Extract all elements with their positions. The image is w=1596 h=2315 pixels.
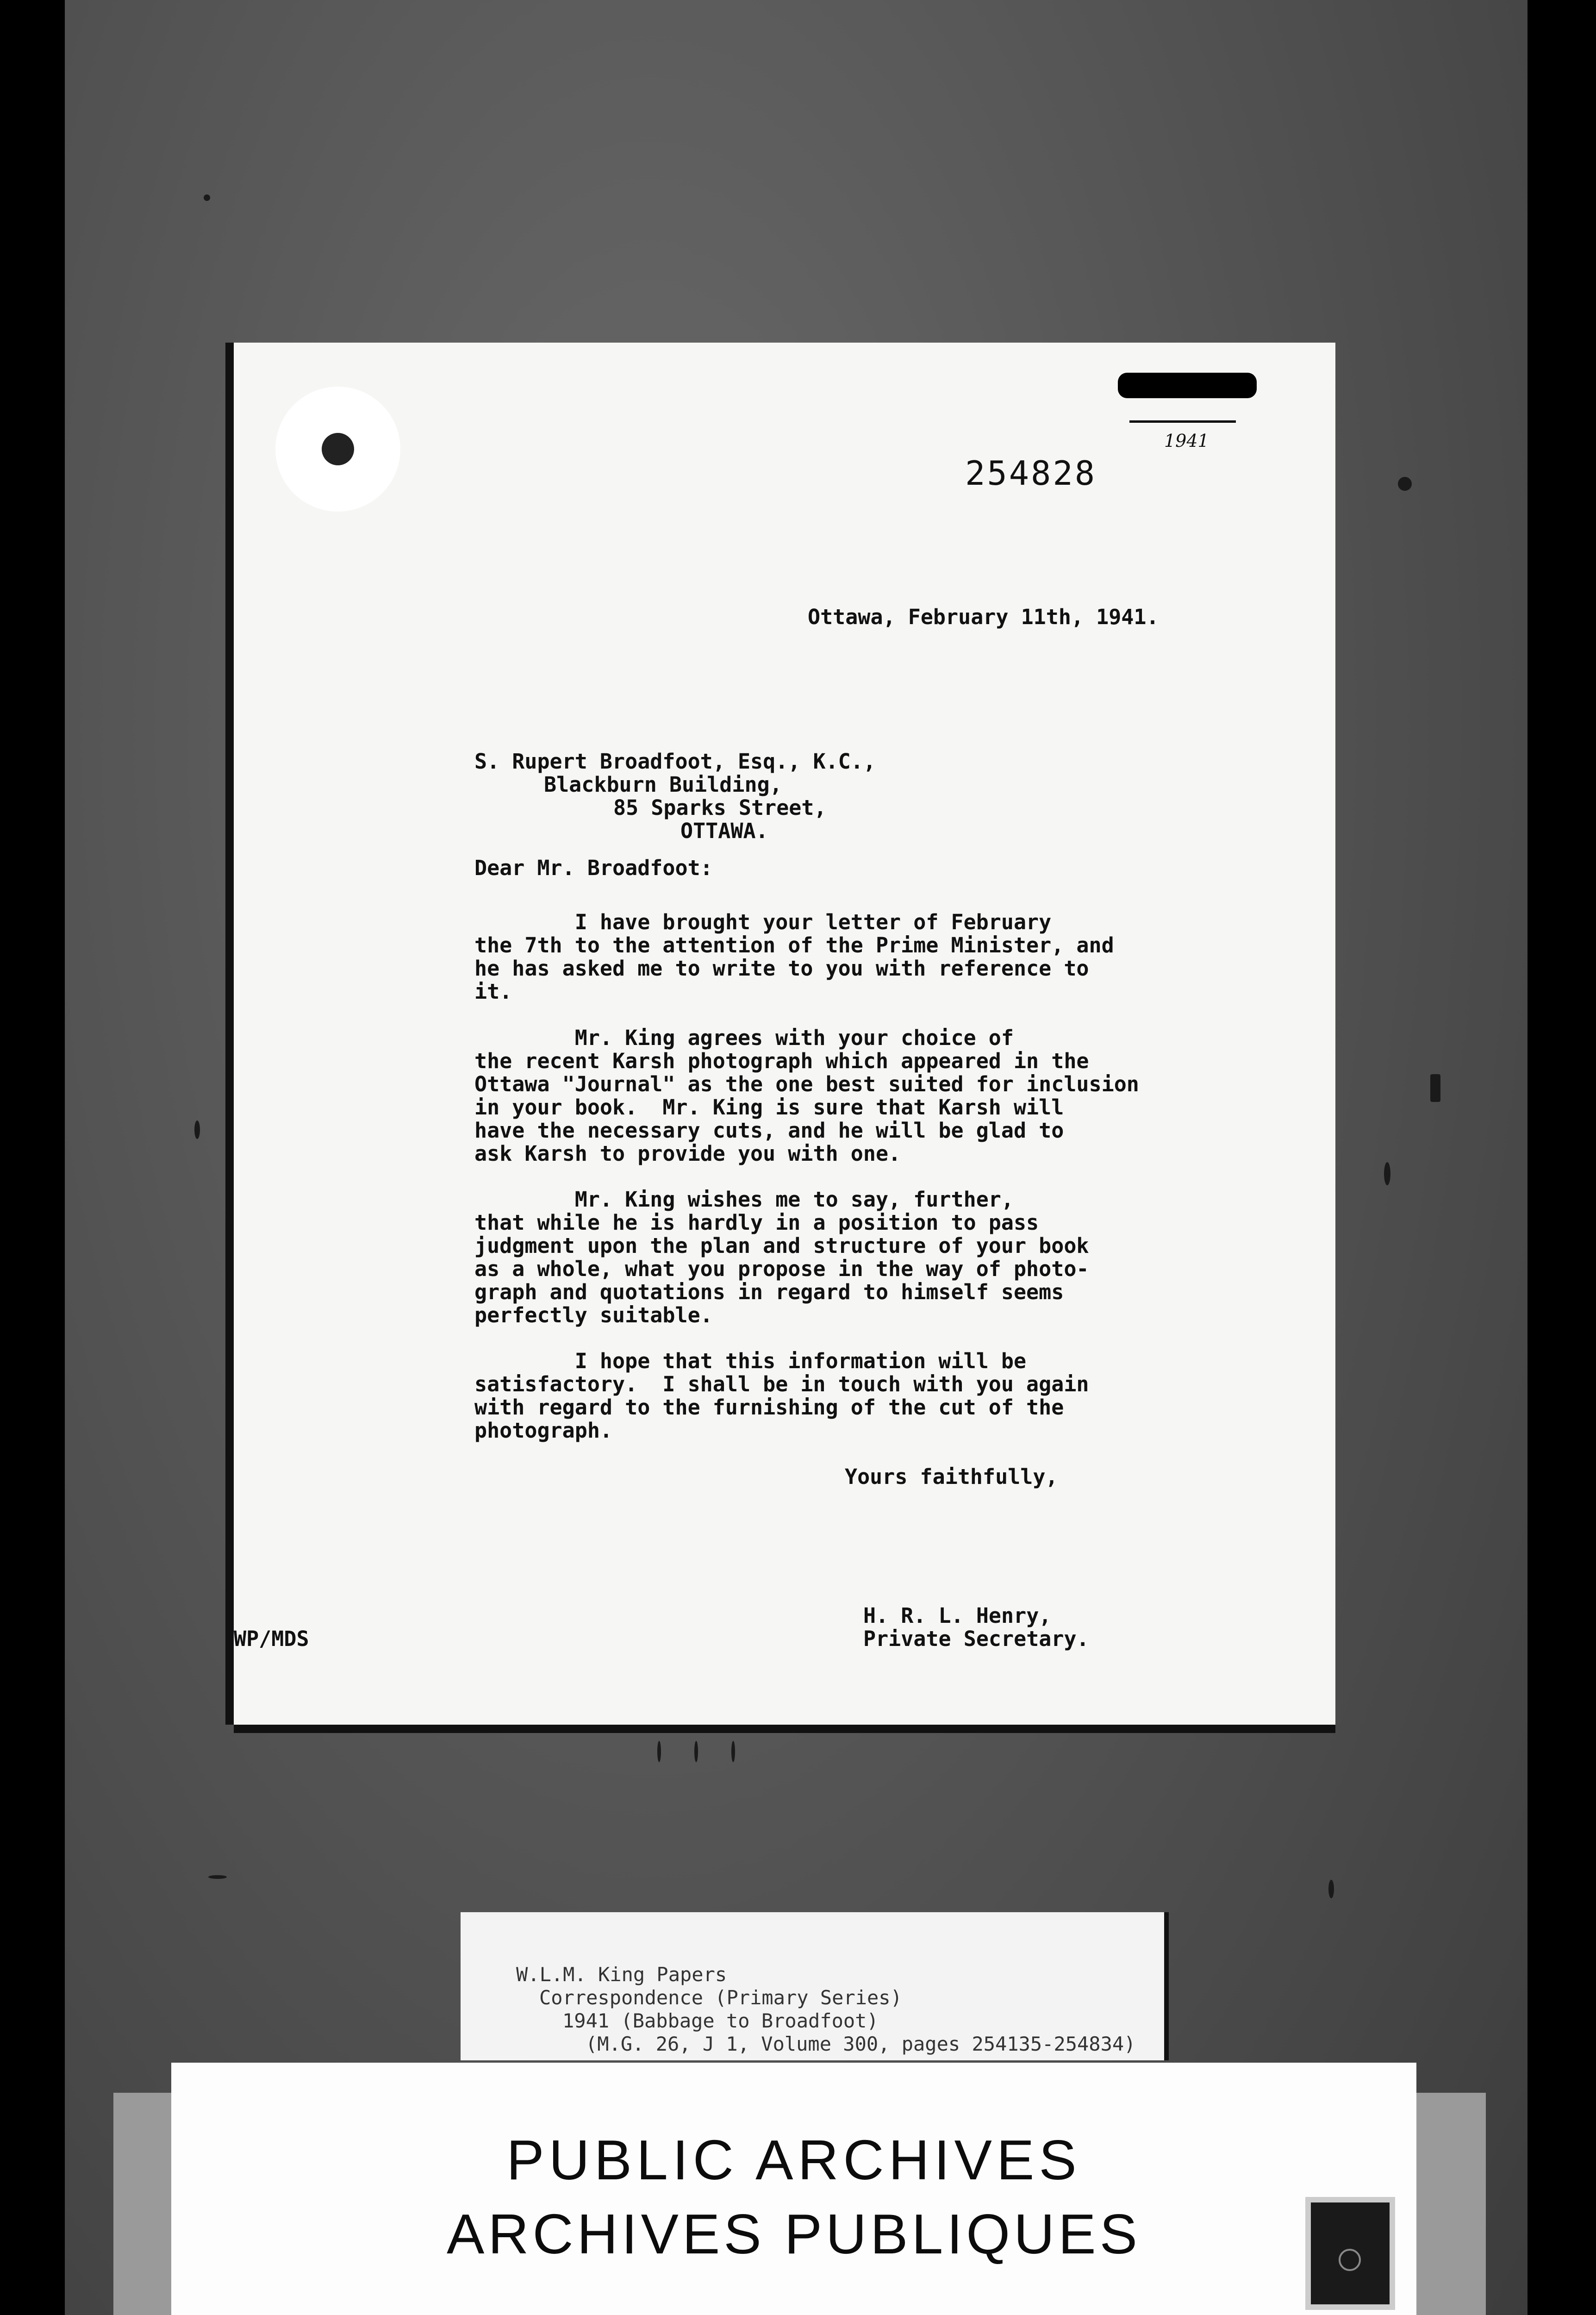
label-text [516, 1963, 1135, 2056]
punch-hole [275, 387, 400, 512]
typed-letter-page [234, 343, 1335, 1725]
closing: Yours faithfully, [845, 1464, 1058, 1489]
label-line: 1941 (Babbage to Broadfoot) [562, 2009, 879, 2032]
signatory-title: Private Secretary. [863, 1627, 1089, 1651]
seal-emblem-icon [1339, 2249, 1361, 2271]
address-line: S. Rupert Broadfoot, Esq., K.C., [474, 749, 876, 774]
handwritten-year: 1941 [1164, 431, 1209, 451]
typist-initials: WP/MDS [234, 1627, 309, 1651]
punch-hole-core [322, 433, 354, 465]
label-line: Correspondence (Primary Series) [539, 1986, 902, 2009]
archive-seal-icon [1305, 2197, 1395, 2310]
letter-paragraph: Mr. King agrees with your choice of the recent Karsh photograph which appeared in the Ottawa "Journal" as the one best suited for inclusion in your book. Mr. King is sure that Karsh will have the necessary cuts, and he will be glad to ask Karsh to provide you with one. [474, 1026, 1139, 1166]
letter-paragraph: Mr. King wishes me to say, further, that while he is hardly in a position to pass judgment upon the plan and structure of your book as a whole, what you propose in the way of photo- graph and quotations in regard to himself seems perfectly suitable. [474, 1187, 1089, 1327]
recipient-address [474, 750, 876, 843]
signature-block [863, 1604, 1089, 1651]
stamp-line-french: ARCHIVES PUBLIQUES [447, 2202, 1141, 2265]
archive-reference-label [461, 1912, 1164, 2060]
public-archives-stamp [171, 2063, 1416, 2315]
letter-paragraph: I hope that this information will be satisfactory. I shall be in touch with you again with regard to the furnishing of the cut of the photograph. [474, 1349, 1089, 1443]
signatory-name: H. R. L. Henry, [863, 1603, 1052, 1628]
stamp-line-english: PUBLIC ARCHIVES [506, 2128, 1081, 2191]
label-line: W.L.M. King Papers [516, 1963, 727, 1986]
redaction-mark [1118, 373, 1257, 398]
address-line: OTTAWA. [680, 819, 768, 843]
underline-mark [1129, 420, 1236, 423]
salutation: Dear Mr. Broadfoot: [474, 856, 713, 880]
label-line: (M.G. 26, J 1, Volume 300, pages 254135-254834) [586, 2033, 1136, 2055]
address-line: 85 Sparks Street, [613, 795, 827, 820]
letter-paragraph: I have brought your letter of February the 7th to the attention of the Prime Minister, and he has asked me to write to you with reference to it. [474, 910, 1114, 1004]
letter-date: Ottawa, February 11th, 1941. [808, 605, 1159, 629]
card-edge-right [1416, 2093, 1486, 2315]
address-line: Blackburn Building, [544, 772, 782, 797]
document-number: 254828 [965, 454, 1097, 493]
